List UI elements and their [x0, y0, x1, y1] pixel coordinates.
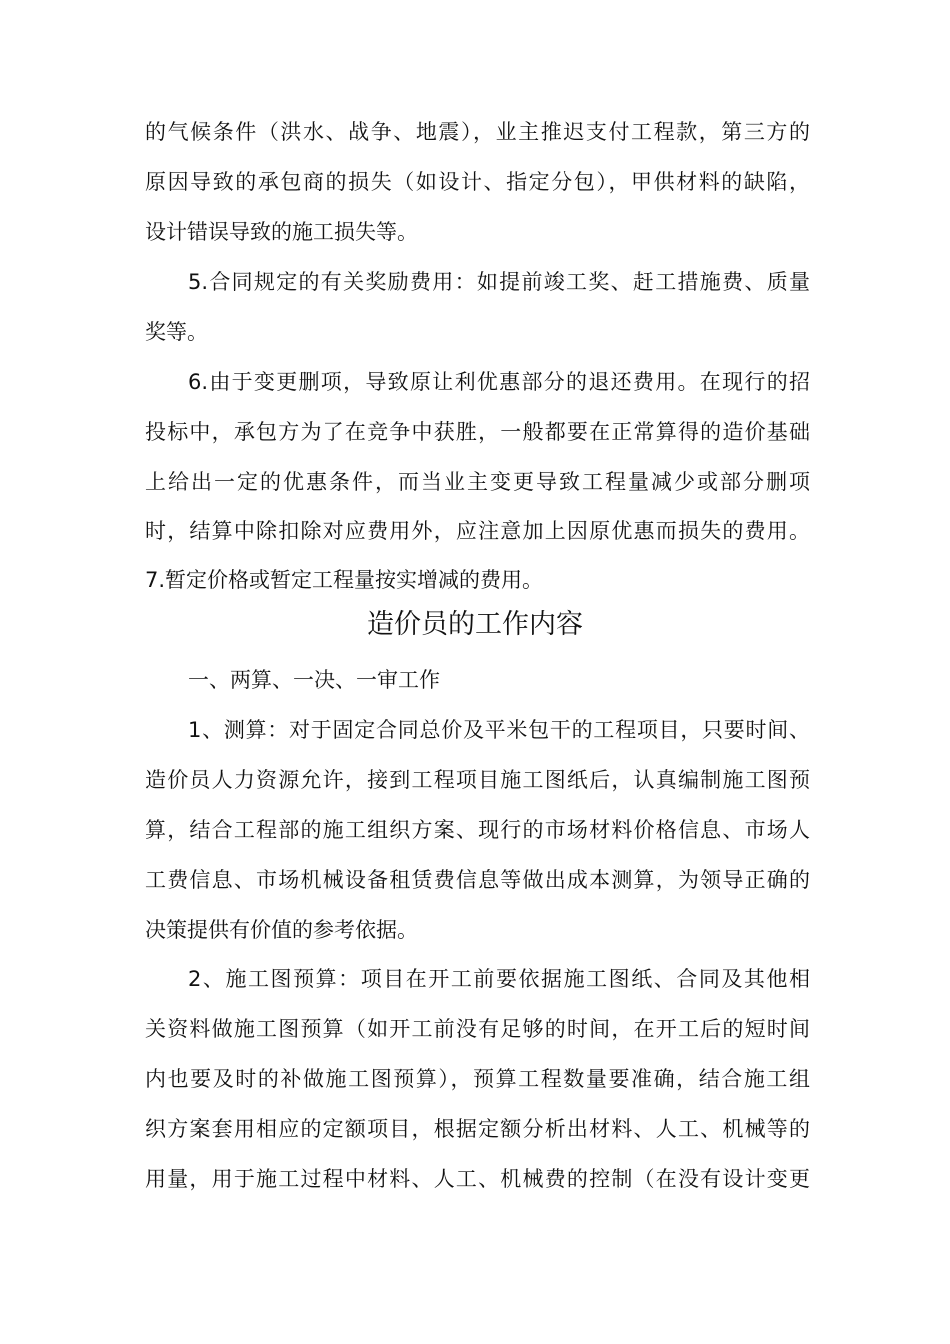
paragraph-line: 原因导致的承包商的损失（如设计、指定分包），甲供材料的缺陷， — [145, 170, 810, 194]
paragraph-line: 造价员人力资源允许，接到工程项目施工图纸后，认真编制施工图预 — [145, 768, 810, 792]
paragraph-line: 关资料做施工图预算（如开工前没有足够的时间，在开工后的短时间 — [145, 1017, 810, 1041]
paragraph-line: 奖等。 — [145, 320, 208, 344]
paragraph-line: 用量，用于施工过程中材料、人工、机械费的控制（在没有设计变更 — [145, 1167, 810, 1191]
paragraph-line: 工费信息、市场机械设备租赁费信息等做出成本测算，为领导正确的 — [145, 868, 810, 892]
paragraph-line: 的气候条件（洪水、战争、地震），业主推迟支付工程款，第三方的 — [145, 120, 810, 144]
paragraph-line: 设计错误导致的施工损失等。 — [145, 220, 418, 244]
paragraph-line: 投标中，承包方为了在竞争中获胜，一般都要在正常算得的造价基础 — [145, 420, 810, 444]
paragraph-line: 算，结合工程部的施工组织方案、现行的市场材料价格信息、市场人 — [145, 818, 810, 842]
paragraph-line: 一、两算、一决、一审工作 — [188, 668, 440, 692]
paragraph-line: 时，结算中除扣除对应费用外，应注意加上因原优惠而损失的费用。 — [145, 519, 810, 543]
paragraph-line: 决策提供有价值的参考依据。 — [145, 918, 418, 942]
paragraph-line: 6.由于变更删项，导致原让利优惠部分的退还费用。在现行的招 — [188, 370, 810, 394]
paragraph-line: 7.暂定价格或暂定工程量按实增减的费用。 — [145, 568, 544, 592]
paragraph-line: 1、测算：对于固定合同总价及平米包干的工程项目，只要时间、 — [188, 718, 810, 742]
paragraph-line: 上给出一定的优惠条件，而当业主变更导致工程量减少或部分删项 — [145, 470, 810, 494]
paragraph-line: 织方案套用相应的定额项目，根据定额分析出材料、人工、机械等的 — [145, 1117, 810, 1141]
paragraph-line: 2、施工图预算：项目在开工前要依据施工图纸、合同及其他相 — [188, 967, 810, 991]
paragraph-line: 内也要及时的补做施工图预算），预算工程数量要准确，结合施工组 — [145, 1067, 810, 1091]
section-heading: 造价员的工作内容 — [367, 609, 583, 640]
paragraph-line: 5.合同规定的有关奖励费用：如提前竣工奖、赶工措施费、质量 — [188, 270, 810, 294]
